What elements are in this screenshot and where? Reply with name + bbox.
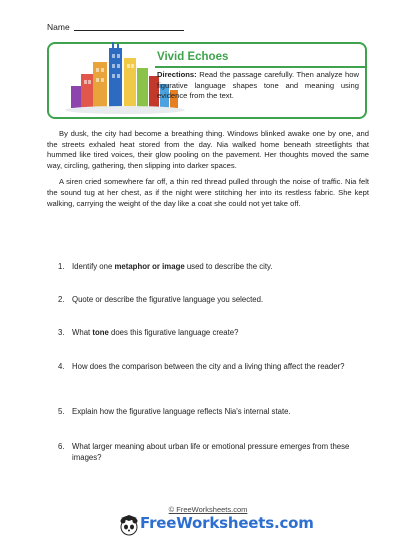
question-number: 5. <box>58 407 65 416</box>
title-underline <box>155 66 365 68</box>
directions-text <box>157 70 359 102</box>
question-number: 1. <box>58 262 65 271</box>
question-text: Quote or describe the figurative language you selected. <box>72 295 264 304</box>
question-text: What tone does this figurative language create? <box>72 328 239 337</box>
question-text: What larger meaning about urban life or emotional pressure emerges from these images? <box>72 442 350 462</box>
question-text: How does the comparison between the city and a living thing affect the reader? <box>72 362 345 371</box>
question-number: 4. <box>58 362 65 371</box>
name-label: Name <box>47 22 70 32</box>
directions-body: Read the passage carefully. Then analyze how figurative language shapes tone and meaning using evidence from the text. <box>157 70 359 100</box>
question-text: Identify one metaphor or image used to describe the city. <box>72 262 273 271</box>
name-blank-line <box>74 30 184 31</box>
passage-paragraph: By dusk, the city had become a breathing thing. Windows blinked awake one by one, and the streets exhaled heat stored from the day. Nia walked home beneath streetlights that hummed like tired voices, their glow pooling on the pavement. Her thoughts moved the same way, circling, gathering, then slipping into darker spaces. <box>47 129 369 170</box>
passage-paragraph: A siren cried somewhere far off, a thin red thread pulled through the noise of traffic. Nia felt the sound tug at her chest, as if the night were stitching her into its restless fabric. She kept walking, carrying the weight of the day like a coat she could not yet take off. <box>47 177 369 208</box>
worksheet-title: Vivid Echoes <box>157 51 229 63</box>
directions-label: Directions: <box>157 70 197 79</box>
question-text: Explain how the figurative language reflects Nia's internal state. <box>72 407 291 416</box>
question-number: 6. <box>58 442 65 451</box>
footer-link[interactable]: © FreeWorksheets.com <box>168 505 248 514</box>
name-field <box>47 22 184 32</box>
question-number: 3. <box>58 328 65 337</box>
question-number: 2. <box>58 295 65 304</box>
panda-graduate-icon <box>118 514 140 536</box>
footer-brand[interactable] <box>110 513 330 537</box>
brand-name: FreeWorksheets.com <box>140 514 314 532</box>
reading-passage <box>47 129 369 215</box>
